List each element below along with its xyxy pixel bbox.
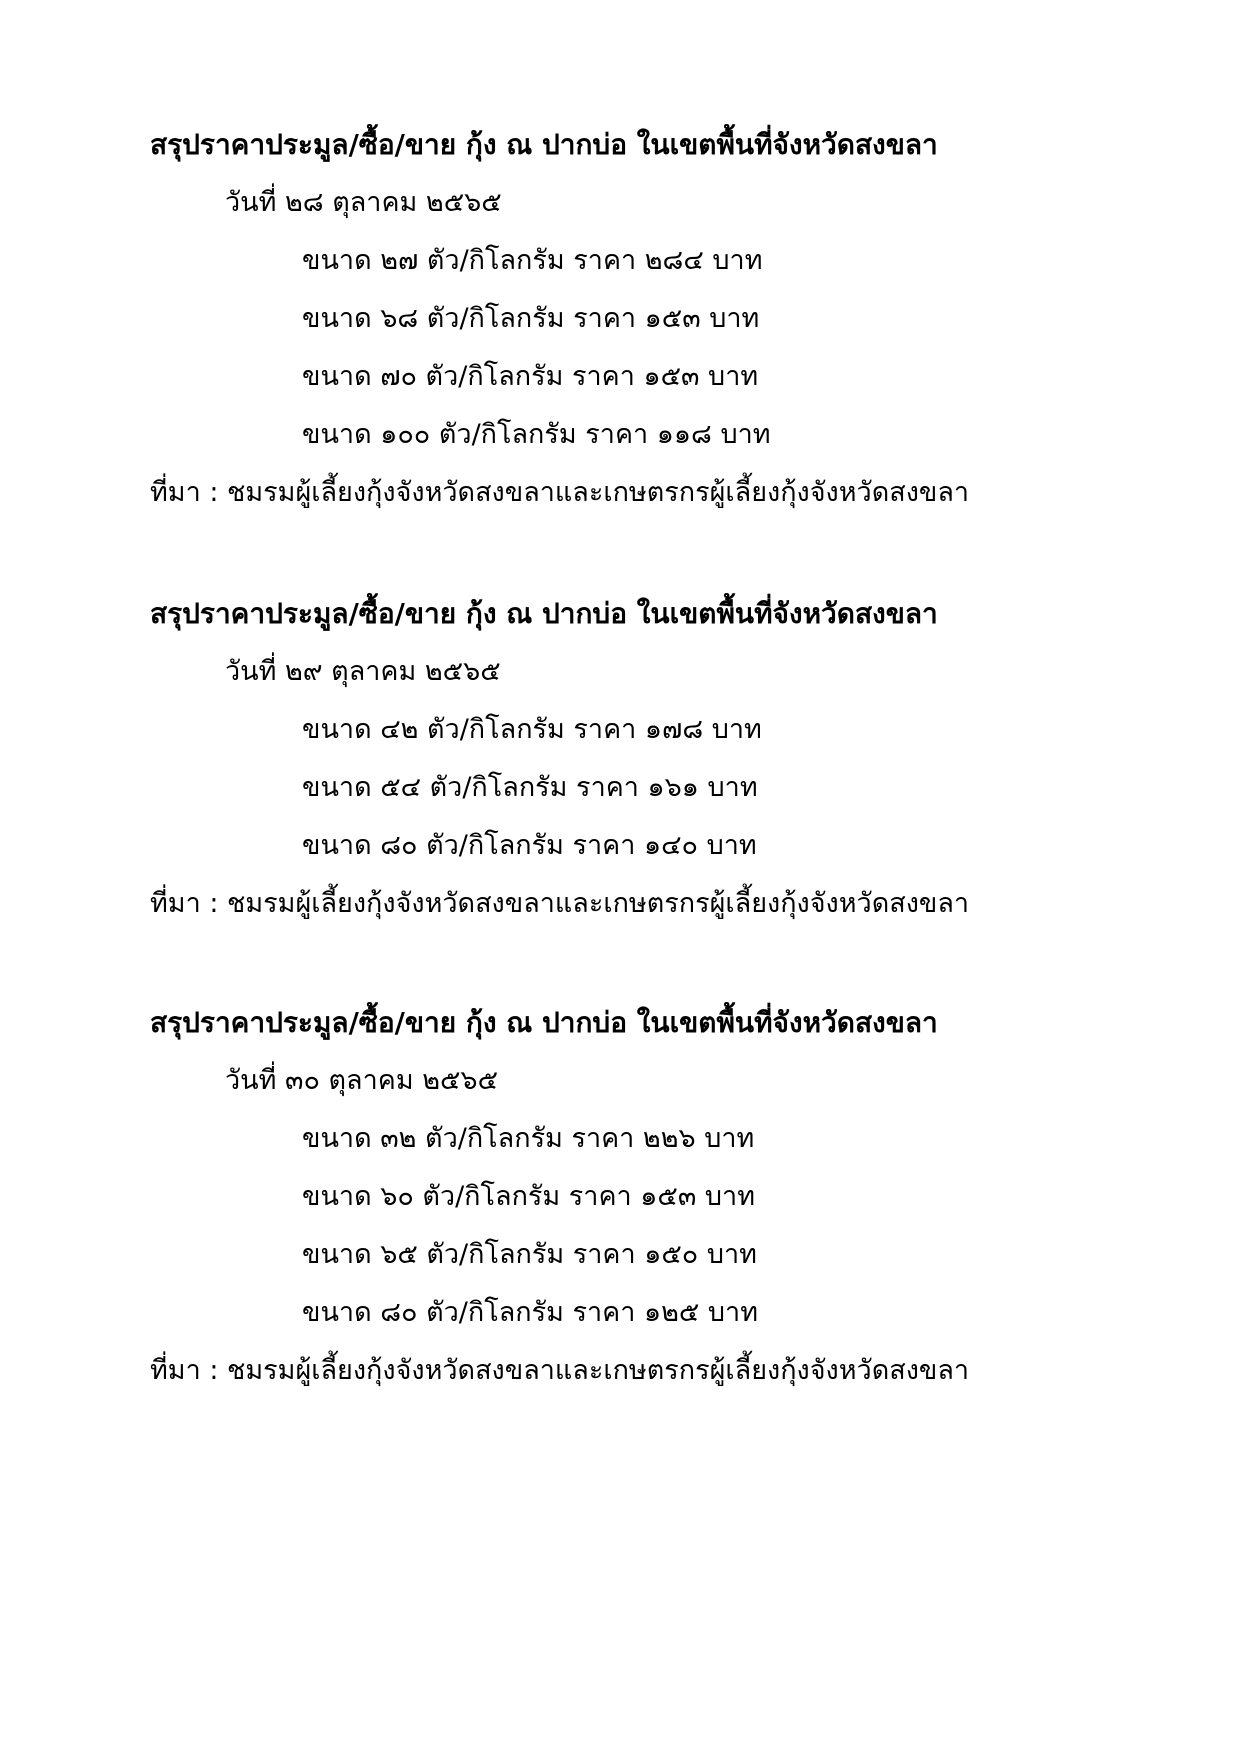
source-note: ที่มา : ชมรมผู้เลี้ยงกุ้งจังหวัดสงขลาและเกษตรกรผู้เลี้ยงกุ้งจังหวัดสงขลา [150,477,970,508]
section-heading: สรุปราคาประมูล/ซื้อ/ขาย กุ้ง ณ ปากบ่อ ในเขตพื้นที่จังหวัดสงขลา [150,128,938,161]
price-item: ขนาด ๑๐๐ ตัว/กิโลกรัม ราคา ๑๑๘ บาท [302,419,771,450]
price-item: ขนาด ๗๐ ตัว/กิโลกรัม ราคา ๑๕๓ บาท [302,361,759,392]
section-heading: สรุปราคาประมูล/ซื้อ/ขาย กุ้ง ณ ปากบ่อ ในเขตพื้นที่จังหวัดสงขลา [150,1006,938,1039]
price-item: ขนาด ๖๕ ตัว/กิโลกรัม ราคา ๑๕๐ บาท [302,1239,757,1270]
price-item: ขนาด ๕๔ ตัว/กิโลกรัม ราคา ๑๖๑ บาท [302,772,758,803]
price-item: ขนาด ๘๐ ตัว/กิโลกรัม ราคา ๑๔๐ บาท [302,830,757,861]
price-item: ขนาด ๒๗ ตัว/กิโลกรัม ราคา ๒๘๔ บาท [302,245,763,276]
section-heading: สรุปราคาประมูล/ซื้อ/ขาย กุ้ง ณ ปากบ่อ ในเขตพื้นที่จังหวัดสงขลา [150,597,938,630]
price-item: ขนาด ๖๘ ตัว/กิโลกรัม ราคา ๑๕๓ บาท [302,303,760,334]
section-date: วันที่ ๓๐ ตุลาคม ๒๕๖๕ [225,1065,499,1096]
price-item: ขนาด ๖๐ ตัว/กิโลกรัม ราคา ๑๕๓ บาท [302,1181,755,1212]
source-note: ที่มา : ชมรมผู้เลี้ยงกุ้งจังหวัดสงขลาและเกษตรกรผู้เลี้ยงกุ้งจังหวัดสงขลา [150,1355,970,1386]
price-item: ขนาด ๔๒ ตัว/กิโลกรัม ราคา ๑๗๘ บาท [302,714,762,745]
source-note: ที่มา : ชมรมผู้เลี้ยงกุ้งจังหวัดสงขลาและเกษตรกรผู้เลี้ยงกุ้งจังหวัดสงขลา [150,888,970,919]
price-item: ขนาด ๘๐ ตัว/กิโลกรัม ราคา ๑๒๕ บาท [302,1297,759,1328]
price-item: ขนาด ๓๒ ตัว/กิโลกรัม ราคา ๒๒๖ บาท [302,1123,755,1154]
section-date: วันที่ ๒๙ ตุลาคม ๒๕๖๕ [225,656,501,687]
section-date: วันที่ ๒๘ ตุลาคม ๒๕๖๕ [225,187,502,218]
